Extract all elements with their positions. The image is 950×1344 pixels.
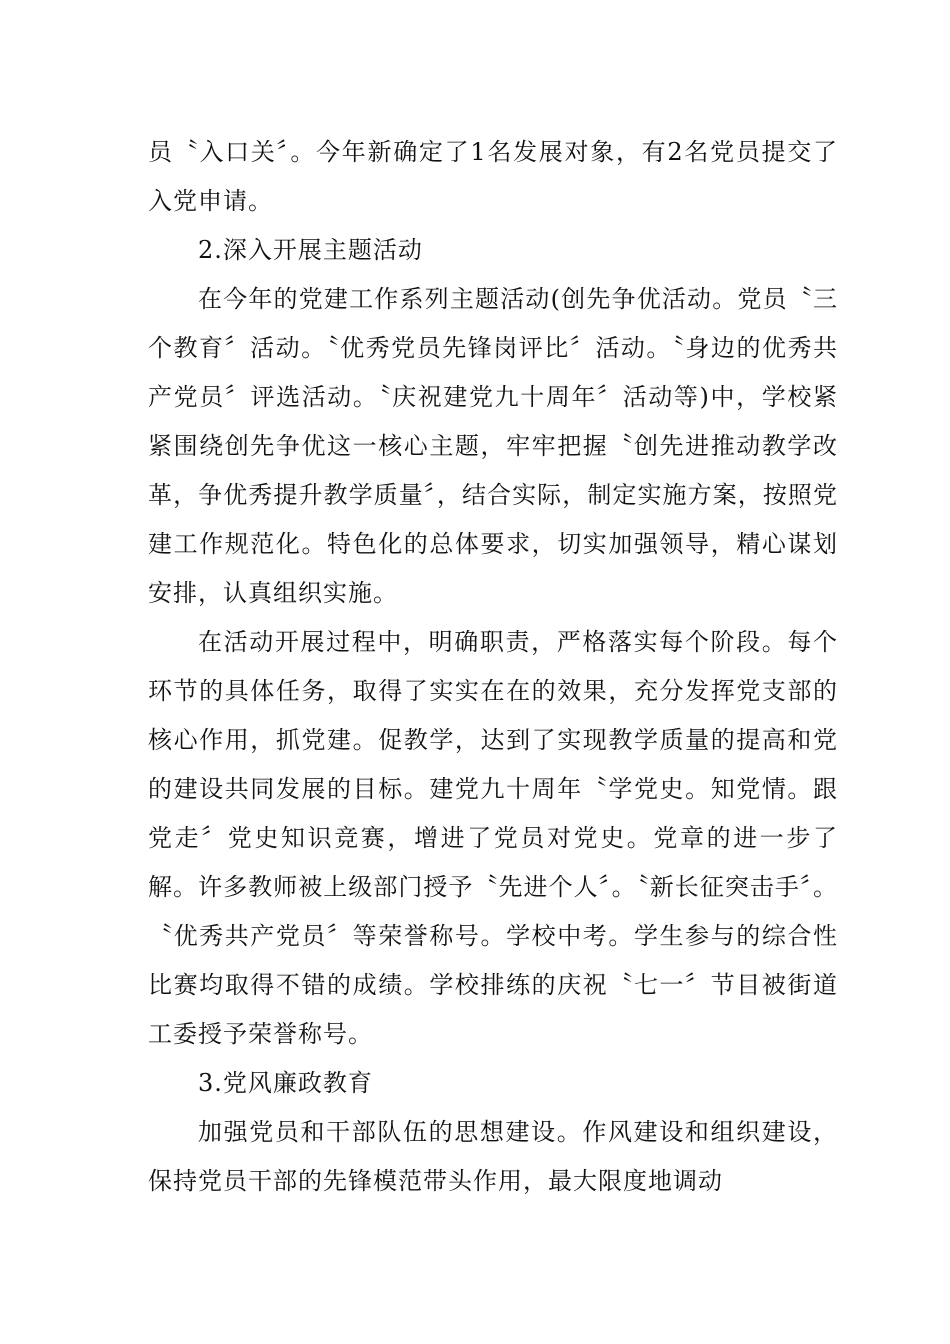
document-body xyxy=(148,128,838,1206)
paragraph-theme-activities: 在今年的党建工作系列主题活动(创先争优活动。党员〝三个教育〞活动。〝优秀党员先锋岗评比〞活动。〝身边的优秀共产党员〞评选活动。〝庆祝建党九十周年〞活动等)中，学校紧紧围绕创先争优这一核心主题，牢牢把握〝创先进推动教学改革，争优秀提升教学质量〞，结合实际，制定实施方案，按照党建工作规范化。特色化的总体要求，切实加强领导，精心谋划安排，认真组织实施。 xyxy=(148,285,838,607)
paragraph-activity-process: 在活动开展过程中，明确职责，严格落实每个阶段。每个环节的具体任务，取得了实实在在的效果，充分发挥党支部的核心作用，抓党建。促教学，达到了实现教学质量的提高和党的建设共同发展的目标。建党九十周年〝学党史。知党情。跟党走〞党史知识竞赛，增进了党员对党史。党章的进一步了解。许多教师被上级部门授予〝先进个人〞。〝新长征突击手〞。〝优秀共产党员〞等荣誉称号。学校中考。学生参与的综合性比赛均取得不错的成绩。学校排练的庆祝〝七一〞节目被街道工委授予荣誉称号。 xyxy=(148,628,838,1048)
section-heading-3: 3.党风廉政教育 xyxy=(198,1069,373,1097)
section-heading-2: 2.深入开展主题活动 xyxy=(198,236,423,264)
paragraph-integrity-education: 加强党员和干部队伍的思想建设。作风建设和组织建设，保持党员干部的先锋模范带头作用，最大限度地调动 xyxy=(148,1118,838,1195)
paragraph-continuation: 员〝入口关〞。今年新确定了1名发展对象，有2名党员提交了入党申请。 xyxy=(148,138,838,215)
